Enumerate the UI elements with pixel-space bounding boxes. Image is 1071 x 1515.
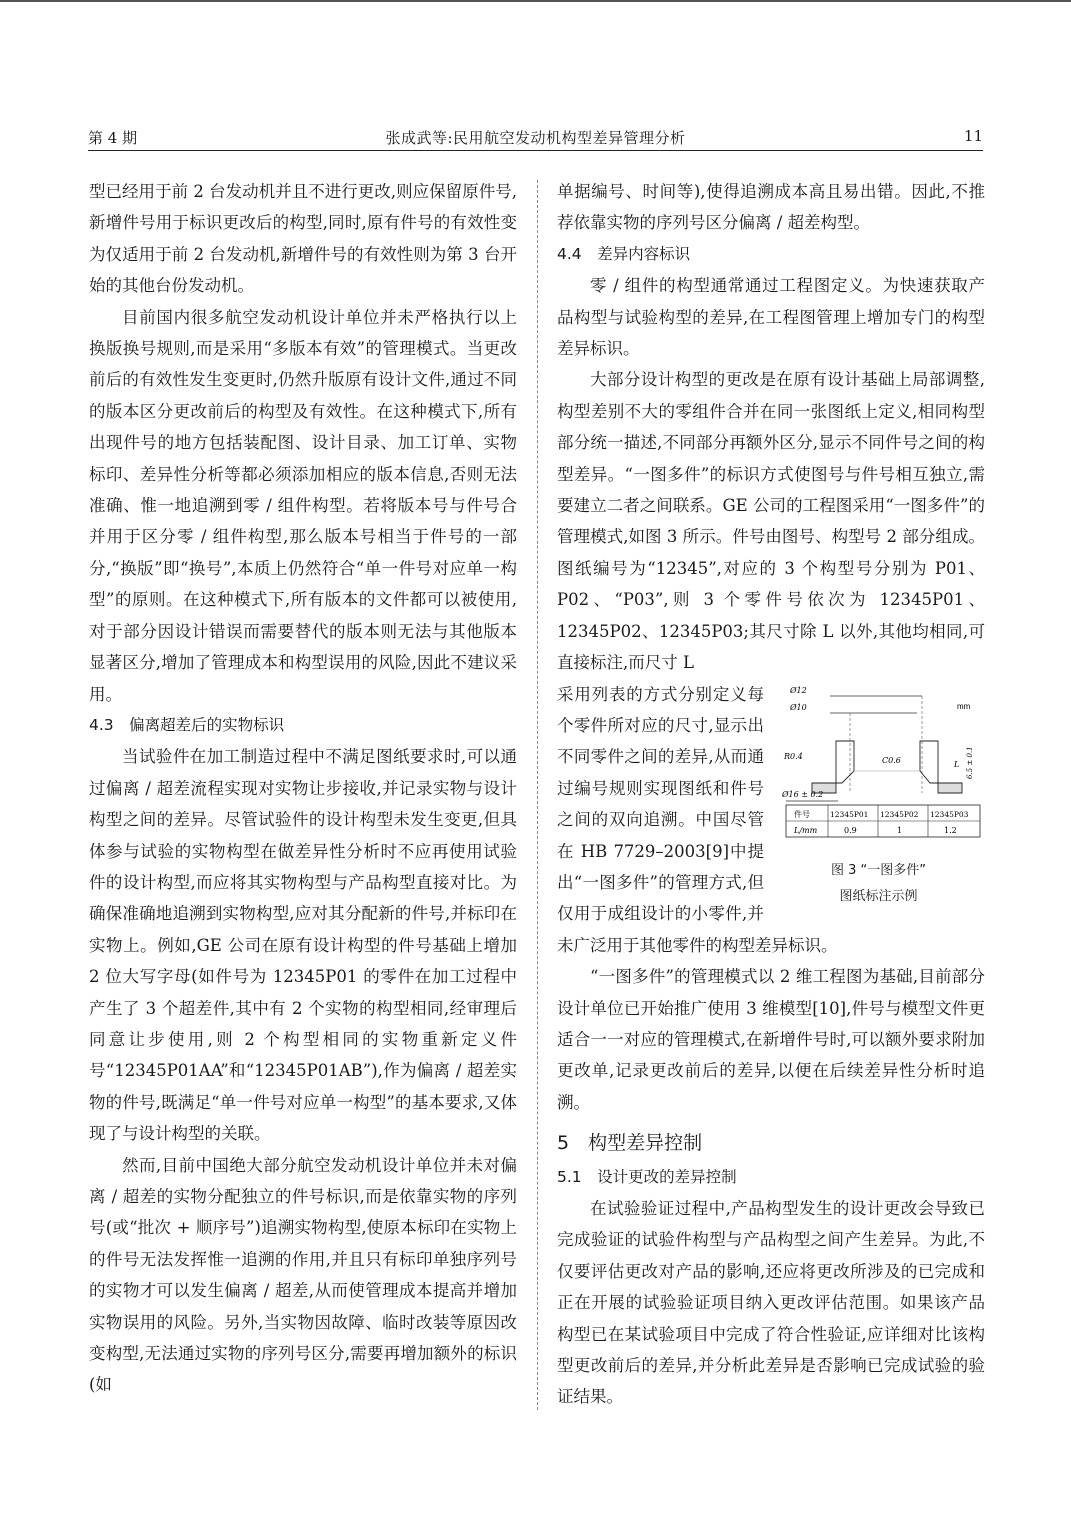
paragraph: 然而,目前中国绝大部分航空发动机设计单位并未对偏离 / 超差的实物分配独立的件号标识,而是依靠实物的序列号(或“批次 + 顺序号”)追溯实物构型,使原本标印在实物上的件号无法发挥惟一追溯的作用,并且只有标印单独序列号的实物才可以发生偏离 / 超差,从而使管理成本提高并增加实物误用的风险。另外,当实物因故障、临时改装等原因改变构型,无法通过实物的序列号区分,需要再增加额外的标识(如 — [89, 1155, 517, 1395]
table-cell: 1 — [897, 825, 903, 835]
table-cell: 0.9 — [844, 825, 857, 835]
engineering-drawing — [772, 683, 985, 853]
page-header — [88, 127, 983, 149]
caption-line: 图 3 “一图多件” — [830, 862, 926, 878]
section-heading-4-4: 4.4 差异内容标识 — [557, 244, 691, 263]
issue-number: 第 4 期 — [88, 129, 138, 147]
paragraph: 当试验件在加工制造过程中不满足图纸要求时,可以通过偏离 / 超差流程实现对实物让步接收,并记录实物与设计构型之间的差异。尽管试验件的设计构型未发生变更,但具体参与试验的实物构型在做差异性分析时不应再使用试验件的设计构型,而应将其实物构型与产品构型直接对比。为确保准确地追溯到实物构型,应对其分配新的件号,并标印在实物上。例如,GE 公司在原有设计构型的件号基础上增加 2 位大写字母(如件号为 12345P01 的零件在加工过程中产生了 3 个超差件,其中有 2 个实物的构型相同,经审理后同意让步使用,则 2 个构型相同的实物重新定义件号“12345P01AA”和“12345P01AB”),作为偏离 / 超差实物的件号,既满足“单一件号对应单一构型”的基本要求,又体现了与设计构型的关联。 — [89, 747, 517, 1144]
running-title: 张成武等:民用航空发动机构型差异管理分析 — [385, 129, 686, 147]
top-border-line — [0, 0, 1071, 2]
paragraph: 在试验验证过程中,产品构型发生的设计更改会导致已完成验证的试验件构型与产品构型之间产生差异。为此,不仅要评估更改对产品的影响,还应将更改所涉及的已完成和正在开展的试验验证项目纳入更改评估范围。如果该产品构型已在某试验项目中完成了符合性验证,应详细对比该构型更改前后的差异,并分析此差异是否影响已完成试验的验证结果。 — [557, 1199, 985, 1407]
dimension-table — [786, 805, 980, 837]
section-heading-5-1: 5.1 设计更改的差异控制 — [557, 1167, 737, 1186]
unit-label: mm — [957, 701, 971, 711]
part-section-right — [920, 741, 938, 783]
column-divider — [537, 180, 538, 1410]
paragraph: 零 / 组件的构型通常通过工程图定义。为快速获取产品构型与试验构型的差异,在工程图管理上增加专门的构型差异标识。 — [557, 276, 985, 359]
figure-caption — [772, 859, 985, 909]
table-cell: 1.2 — [944, 825, 957, 835]
figure-3 — [772, 683, 985, 909]
table-header-cell: 12345P02 — [880, 809, 919, 819]
paragraph: 型已经用于前 2 台发动机并且不进行更改,则应保留原件号,新增件号用于标识更改后的构型,同时,原有件号的有效性变为仅适用于前 2 台发动机,新增件号的有效性则为第 3 台开始的其他台份发动机。 — [89, 182, 517, 296]
table-header-cell: 12345P01 — [830, 809, 869, 819]
left-column — [89, 176, 517, 1401]
dim-flange: Ø16 ± 0.2 — [782, 789, 824, 799]
table-cell: L/mm — [794, 825, 818, 835]
paragraph: 大部分设计构型的更改是在原有设计基础上局部调整,构型差别不大的零组件合并在同一张图纸上定义,相同构型部分统一描述,不同部分再额外区分,显示不同件号之间的构型差异。“一图多件”的标识方式使图号与件号相互独立,需要建立二者之间联系。GE 公司的工程图采用“一图多件”的管理模式,如图 3 所示。件号由图号、构型号 2 部分组成。图纸编号为“12345”,对应的 3 个构型号分别为 P01、P02、“P03”,则 3 个零件号依次为 12345P01、12345P02、12345P03;其尺寸除 L 以外,其他均相同,可直接标注,而尺寸 L — [557, 370, 985, 673]
paragraph: 目前国内很多航空发动机设计单位并未严格执行以上换版换号规则,而是采用“多版本有效”的管理模式。当更改前后的有效性发生变更时,仍然升版原有设计文件,通过不同的版本区分更改前后的构型及有效性。在这种模式下,所有出现件号的地方包括装配图、设计目录、加工订单、实物标印、差异性分析等都必须添加相应的版本信息,否则无法准确、惟一地追溯到零 / 组件构型。若将版本号与件号合并用于区分零 / 组件构型,那么版本号相当于件号的一部分,“换版”即“换号”,本质上仍然符合“单一件号对应单一构型”的原则。在这种模式下,所有版本的文件都可以被使用,对于部分因设计错误而需要替代的版本则无法与其他版本显著区分,增加了管理成本和构型误用的风险,因此不建议采用。 — [89, 307, 517, 704]
dim-height: 6.5 ± 0.1 — [966, 745, 974, 779]
flange-section — [812, 783, 962, 793]
right-column — [557, 176, 985, 1413]
dim-outer: Ø12 — [790, 685, 807, 695]
dim-L: L — [954, 759, 960, 769]
paragraph: “一图多件”的管理模式以 2 维工程图为基础,目前部分设计单位已开始推广使用 3 维模型[10],件号与模型文件更适合一一对应的管理模式,在新增件号时,可以额外要求附加更改单,记录更改前后的差异,以便在后续差异性分析时追溯。 — [557, 967, 985, 1112]
part-section-left — [836, 741, 854, 783]
table-header-cell: 12345P03 — [930, 809, 969, 819]
table-header-cell: 件号 — [794, 809, 810, 819]
section-heading-5: 5 构型差异控制 — [557, 1132, 703, 1155]
dim-chamfer: C0.6 — [882, 755, 901, 765]
caption-line: 图纸标注示例 — [839, 888, 918, 904]
header-rule — [88, 150, 983, 151]
dim-inner: Ø10 — [790, 702, 807, 712]
paragraph: 单据编号、时间等),使得追溯成本高且易出错。因此,不推荐依靠实物的序列号区分偏离 / 超差构型。 — [557, 182, 985, 233]
dim-radius: R0.4 — [784, 751, 803, 761]
page-number: 11 — [963, 127, 983, 145]
section-heading-4-3: 4.3 偏离超差后的实物标识 — [89, 715, 285, 734]
paragraph-continued: 采用列表的方式分别定义每个零件所对应的尺寸,显示出不同零件之间的差异,从而通过编号规则实现图纸和件号之间的双向追溯。中国尽管在 HB 7729–2003[9]中提出“一图多件”的管理方式,但仅用于成组设计的小零件,并未广泛用于其他零件的构型差异标识。 — [557, 684, 838, 955]
